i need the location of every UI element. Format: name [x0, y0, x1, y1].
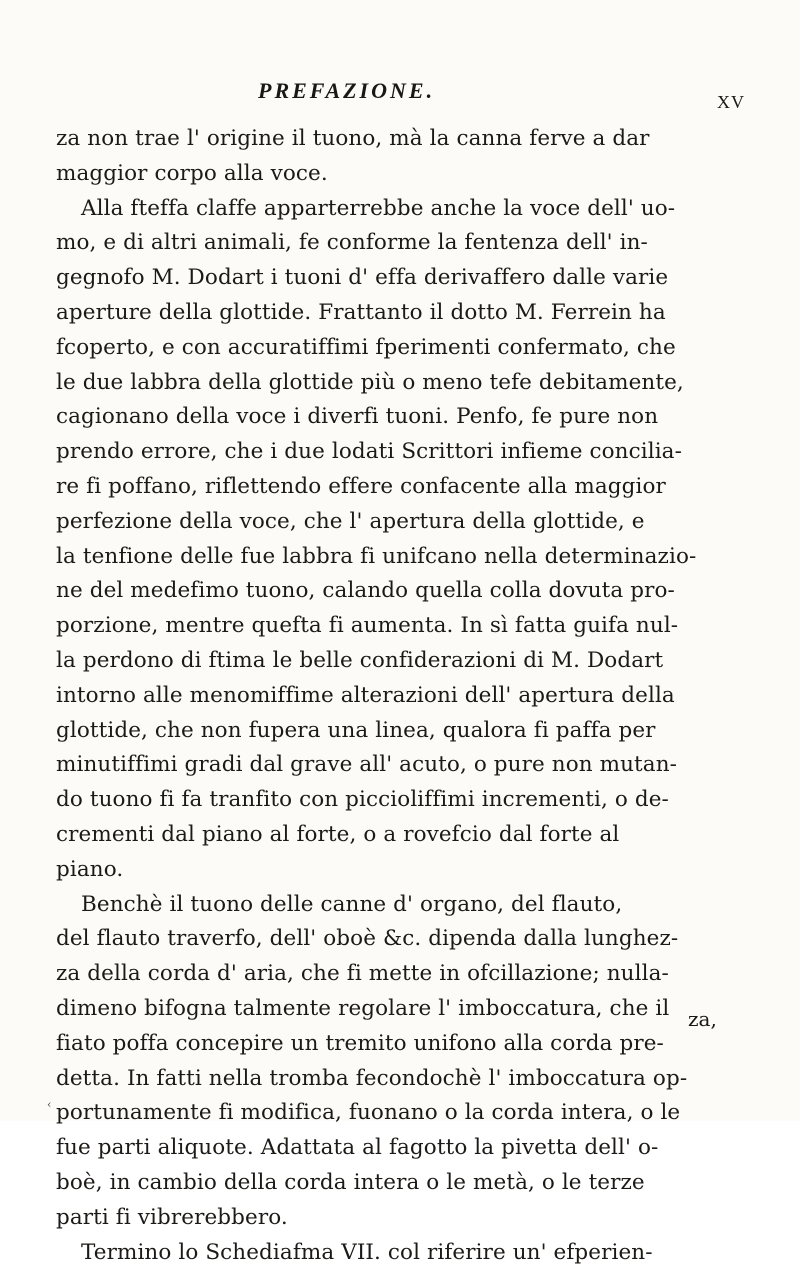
text-line: fiato poffa concepire un tremito unifono alla corda pre- — [56, 1027, 736, 1062]
text-line: Benchè il tuono delle canne d' organo, del flauto, — [56, 888, 736, 923]
text-line: boè, in cambio della corda intera o le metà, o le terze — [56, 1166, 736, 1201]
text-line: intorno alle menomiffime alterazioni dell' apertura della — [56, 679, 736, 714]
stray-mark: ‹ — [47, 1098, 51, 1111]
text-line: portunamente fi modifica, fuonano o la corda intera, o le — [56, 1096, 736, 1131]
text-line: mo, e di altri animali, fe conforme la fentenza dell' in- — [56, 226, 736, 261]
text-line: piano. — [56, 853, 736, 888]
text-line: fue parti aliquote. Adattata al fagotto la pivetta dell' o- — [56, 1131, 736, 1166]
text-line: Termino lo Schediafma VII. col riferire un' efperien- — [56, 1236, 736, 1270]
text-line: aperture della glottide. Frattanto il dotto M. Ferrein ha — [56, 296, 736, 331]
text-line: porzione, mentre quefta fi aumenta. In sì fatta guifa nul- — [56, 609, 736, 644]
text-line: ne del medefimo tuono, calando quella colla dovuta pro- — [56, 574, 736, 609]
text-line: la tenfione delle fue labbra fi unifcano nella determinazio- — [56, 540, 736, 575]
text-line: prendo errore, che i due lodati Scrittori infieme concilia- — [56, 435, 736, 470]
text-line: gegnofo M. Dodart i tuoni d' effa derivaffero dalle varie — [56, 261, 736, 296]
text-line: fcoperto, e con accuratiffimi fperimenti confermato, che — [56, 331, 736, 366]
text-line: la perdono di ftima le belle confiderazioni di M. Dodart — [56, 644, 736, 679]
text-line: do tuono fi fa tranfito con piccioliffimi incrementi, o de- — [56, 783, 736, 818]
text-line: detta. In fatti nella tromba fecondochè l' imboccatura op- — [56, 1062, 736, 1097]
page-number: XV — [717, 92, 745, 113]
text-line: minutiffimi gradi dal grave all' acuto, o pure non mutan- — [56, 748, 736, 783]
text-line: crementi dal piano al forte, o a rovefcio dal forte al — [56, 818, 736, 853]
text-line: maggior corpo alla voce. — [56, 157, 736, 192]
body-text — [56, 122, 736, 1270]
text-line: re fi poffano, riflettendo effere confacente alla maggior — [56, 470, 736, 505]
text-line: Alla fteffa claffe apparterrebbe anche la voce dell' uo- — [56, 192, 736, 227]
text-line: cagionano della voce i diverfi tuoni. Penfo, fe pure non — [56, 400, 736, 435]
running-title: PREFAZIONE. — [258, 78, 435, 104]
catchword: za, — [688, 1007, 717, 1031]
text-line: perfezione della voce, che l' apertura della glottide, e — [56, 505, 736, 540]
text-line: le due labbra della glottide più o meno tefe debitamente, — [56, 366, 736, 401]
text-line: glottide, che non fupera una linea, qualora fi paffa per — [56, 714, 736, 749]
text-line: parti fi vibrerebbero. — [56, 1201, 736, 1236]
text-line: dimeno bifogna talmente regolare l' imboccatura, che il — [56, 992, 736, 1027]
text-line: za non trae l' origine il tuono, mà la canna ferve a dar — [56, 122, 736, 157]
text-line: del flauto traverfo, dell' oboè &c. dipenda dalla lunghez- — [56, 922, 736, 957]
text-line: za della corda d' aria, che fi mette in ofcillazione; nulla- — [56, 957, 736, 992]
